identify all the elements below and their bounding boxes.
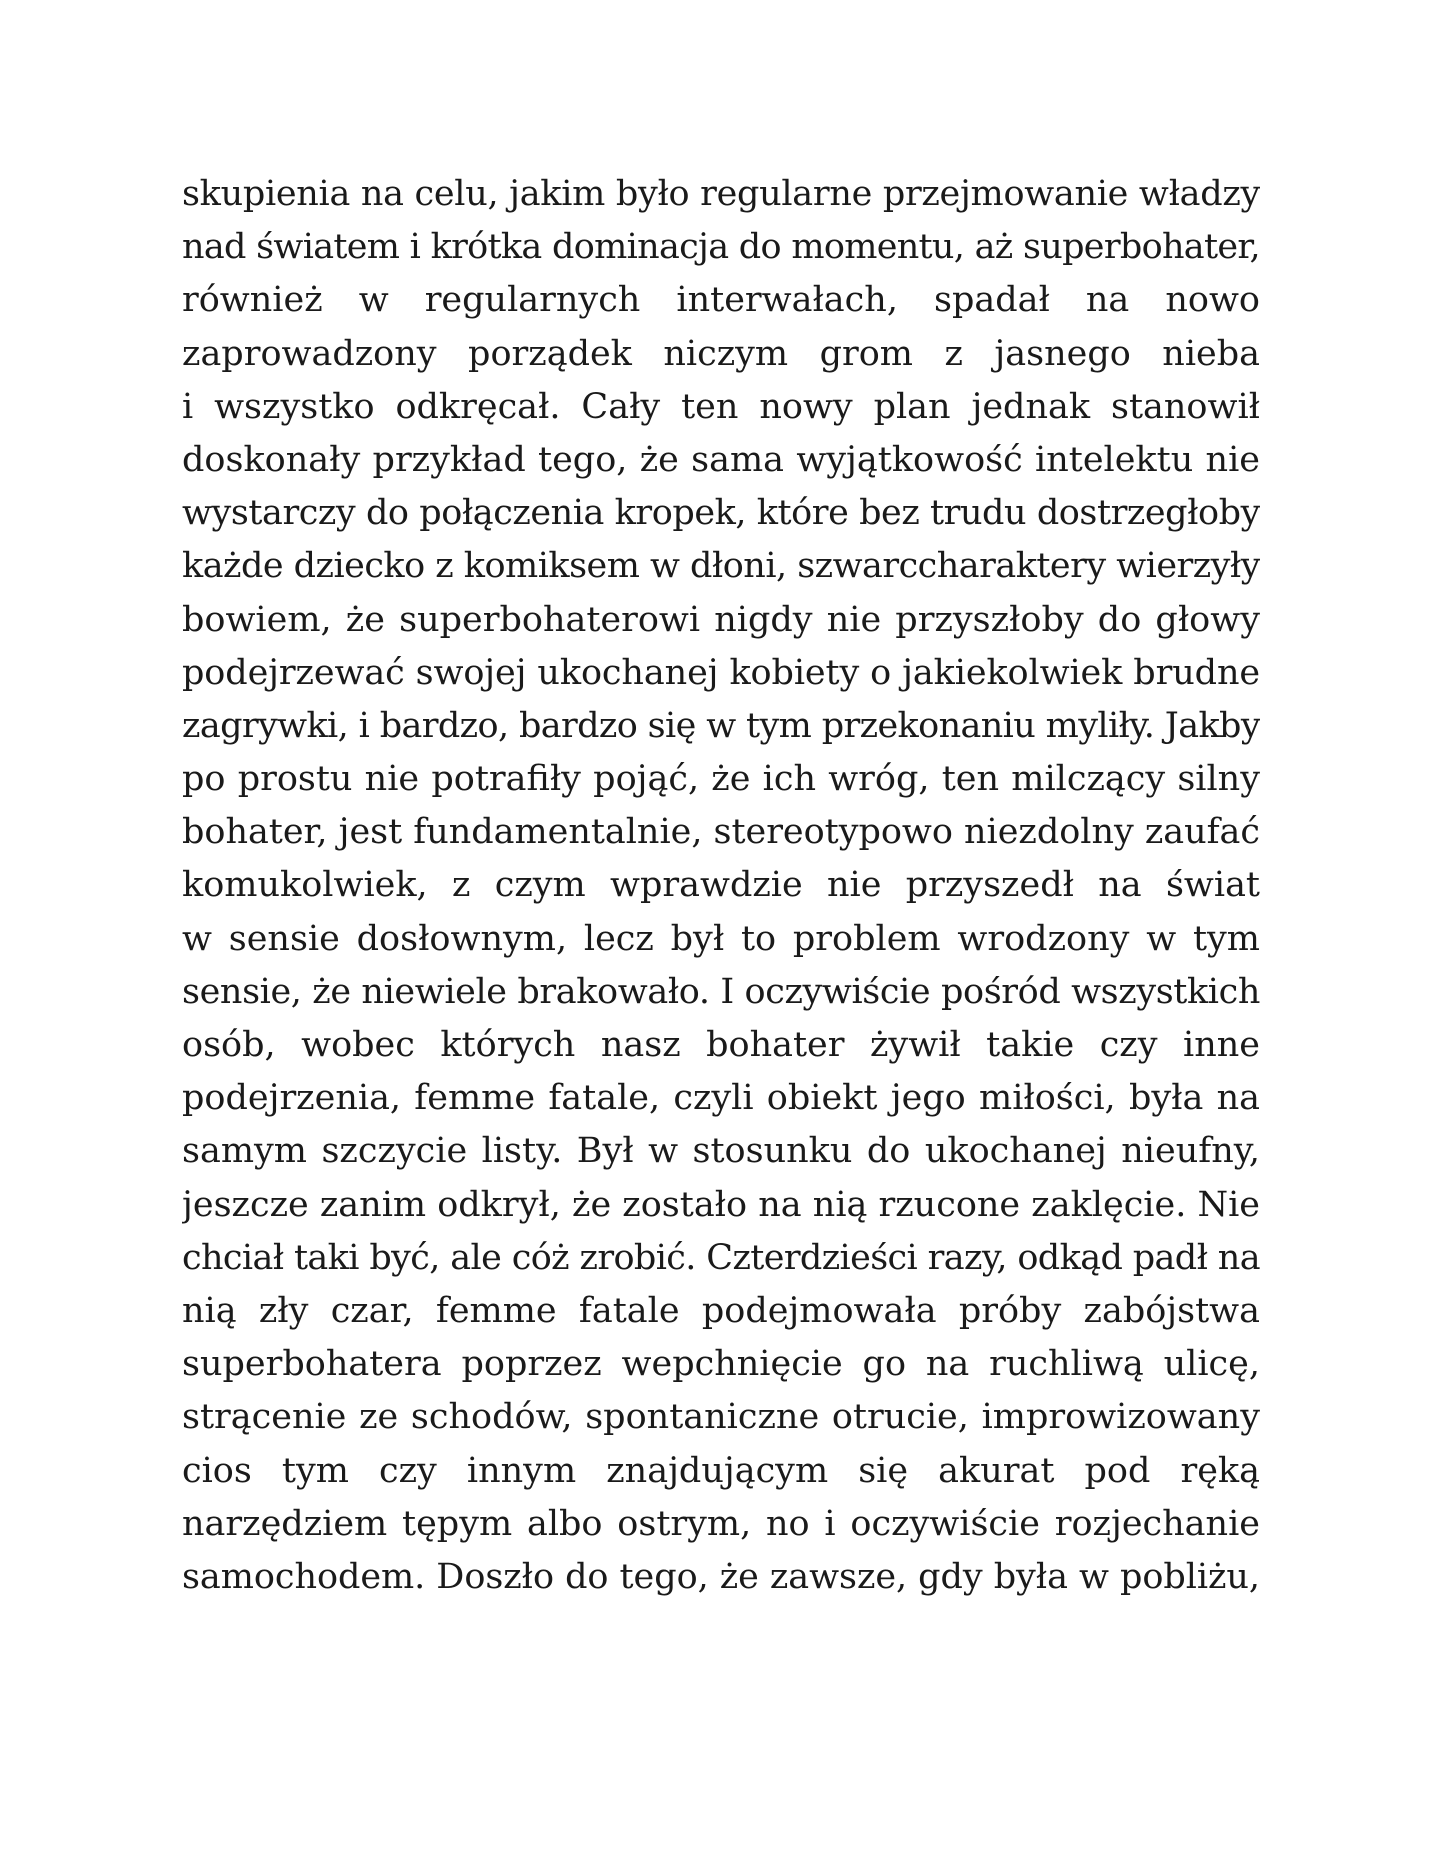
text-line: również w regularnych interwałach, spadał na nowo [182,280,1260,321]
text-line: sensie, że niewiele brakowało. I oczywiście pośród wszystkich [182,971,1260,1012]
text-line: jeszcze zanim odkrył, że zostało na nią rzucone zaklęcie. Nie [182,1184,1260,1225]
text-line: strącenie ze schodów, spontaniczne otrucie, improwizowany [182,1397,1260,1438]
text-line: bowiem, że superbohaterowi nigdy nie przyszłoby do głowy [182,599,1260,640]
text-line: bohater, jest fundamentalnie, stereotypowo niezdolny zaufać [182,812,1260,853]
text-line: zagrywki, i bardzo, bardzo się w tym przekonaniu myliły. Jakby [182,705,1260,746]
text-line: wystarczy do połączenia kropek, które bez trudu dostrzegłoby [182,493,1260,534]
text-line: narzędziem tępym albo ostrym, no i oczywiście rozjechanie [182,1503,1260,1544]
text-line: i wszystko odkręcał. Cały ten nowy plan jednak stanowił [182,386,1260,427]
text-line: po prostu nie potrafiły pojąć, że ich wróg, ten milczący silny [182,759,1260,800]
text-line: cios tym czy innym znajdującym się akurat pod ręką [182,1450,1260,1491]
text-line: nad światem i krótka dominacja do momentu, aż superbohater, [182,227,1260,268]
body-paragraph [182,168,1260,1604]
text-line: osób, wobec których nasz bohater żywił takie czy inne [182,1025,1260,1065]
text-line: zaprowadzony porządek niczym grom z jasnego nieba [182,333,1260,374]
text-line: komukolwiek, z czym wprawdzie nie przyszedł na świat [182,865,1260,906]
text-line: podejrzewać swojej ukochanej kobiety o jakiekolwiek brudne [182,652,1260,693]
text-line: podejrzenia, femme fatale, czyli obiekt jego miłości, była na [182,1078,1260,1119]
text-line: samochodem. Doszło do tego, że zawsze, gdy była w pobliżu, [182,1556,1260,1597]
text-line: każde dziecko z komiksem w dłoni, szwarccharaktery wierzyły [182,546,1260,587]
text-line: skupienia na celu, jakim było regularne przejmowanie władzy [182,174,1260,214]
text-line: superbohatera poprzez wepchnięcie go na ruchliwą ulicę, [182,1344,1260,1385]
text-line: doskonały przykład tego, że sama wyjątkowość intelektu nie [182,439,1260,480]
text-line: samym szczycie listy. Był w stosunku do ukochanej nieufny, [182,1131,1260,1172]
text-line: chciał taki być, ale cóż zrobić. Czterdzieści razy, odkąd padł na [182,1237,1260,1278]
text-line: w sensie dosłownym, lecz był to problem wrodzony w tym [182,918,1260,959]
text-line: nią zły czar, femme fatale podejmowała próby zabójstwa [182,1290,1260,1331]
